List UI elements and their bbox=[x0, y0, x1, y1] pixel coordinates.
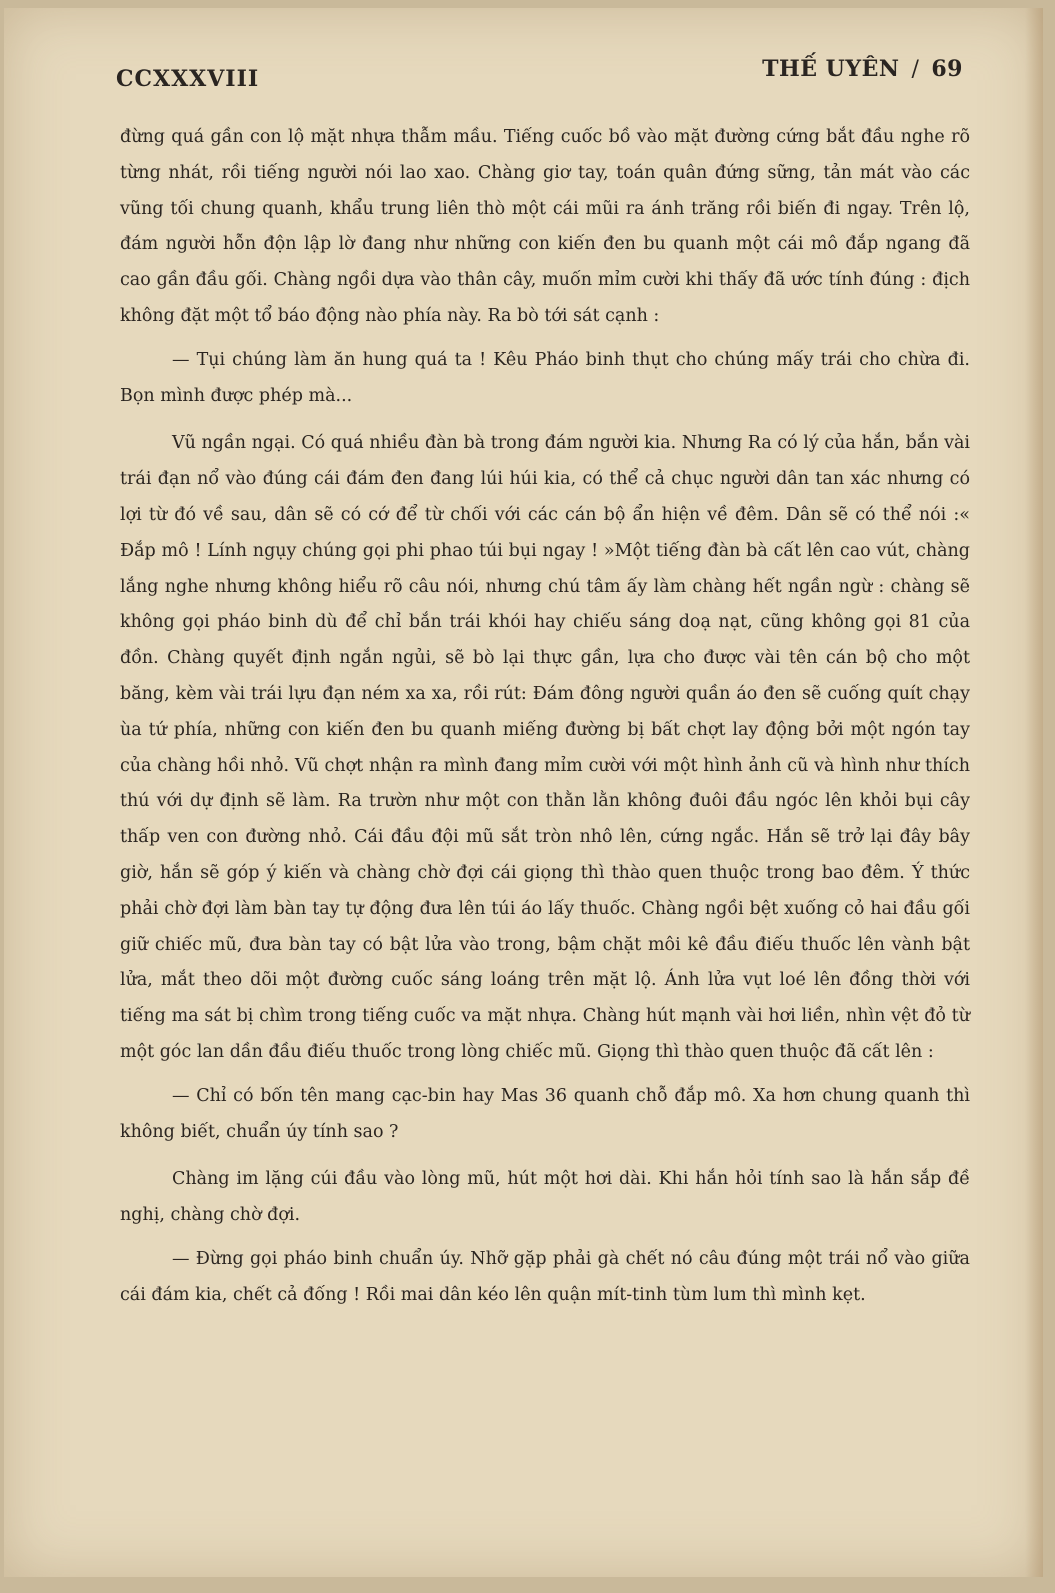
paragraph-1: đừng quá gần con lộ mặt nhựa thẫm mầu. Tiếng cuốc bồ vào mặt đường cứng bắt đầu nghe rõ từng nhát, rồi tiếng người nói lao xao. Chàng giơ tay, toán quân đứng sững, tản mát vào các vũng tối chung quanh, khẩu trung liên thò một cái mũi ra ánh trăng rồi biến đi ngay. Trên lộ, đám người hỗn độn lập lờ đang như những con kiến đen bu quanh một cái mô đắp ngang đã cao gần đầu gối. Chàng ngồi dựa vào thân cây, muốn mỉm cười khi thấy đã ước tính đúng : địch không đặt một tổ báo động nào phía này. Ra bò tới sát cạnh : bbox=[120, 127, 970, 326]
paragraph-3: Vũ ngần ngại. Có quá nhiều đàn bà trong đám người kia. Nhưng Ra có lý của hắn, bắn vài trái đạn nổ vào đúng cái đám đen đang lúi húi kia, có thể cả chục người dân tan xác nhưng có lợi từ đó về sau, dân sẽ có cớ để từ chối với các cán bộ ẩn hiện về đêm. Dân sẽ có thể nói :« Đắp mô ! Lính ngụy chúng gọi phi phao túi bụi ngay ! »Một tiếng đàn bà cất lên cao vút, chàng lắng nghe nhưng không hiểu rõ câu nói, nhưng chú tâm ấy làm chàng hết ngần ngừ : chàng sẽ không gọi pháo binh dù để chỉ bắn trái khói hay chiếu sáng doạ nạt, cũng không gọi 81 của đồn. Chàng quyết định ngắn ngủi, sẽ bò lại thực gần, lựa cho được vài tên cán bộ cho một băng, kèm vài trái lựu đạn ném xa xa, rồi rút: Đám đông người quần áo đen sẽ cuống quít chạy ùa tứ phía, những con kiến đen bu quanh miếng đường bị bất chợt lay động bởi một ngón tay của chàng hồi nhỏ. Vũ chợt nhận ra mình đang mỉm cười với một hình ảnh cũ và hình như thích thú với dự định sẽ làm. Ra trườn như một con thằn lằn không đuôi đầu ngóc lên khỏi bụi cây thấp ven con đường nhỏ. Cái đầu đội mũ sắt tròn nhô lên, cứng ngắc. Hắn sẽ trở lại đây bây giờ, hắn sẽ góp ý kiến và chàng chờ đợi cái giọng thì thào quen thuộc trong bao đêm. Ý thức phải chờ đợi làm bàn tay tự động đưa lên túi áo lấy thuốc. Chàng ngồi bệt xuống cỏ hai đầu gối giữ chiếc mũ, đưa bàn tay có bật lửa vào trong, bậm chặt môi kê đầu điếu thuốc lên vành bật lửa, mắt theo dõi một đường cuốc sáng loáng trên mặt lộ. Ánh lửa vụt loé lên đồng thời với tiếng ma sát bị chìm trong tiếng cuốc va mặt nhựa. Chàng hút mạnh vài hơi liền, nhìn vệt đỏ từ một góc lan dần đầu điếu thuốc trong lòng chiếc mũ. Giọng thì thào quen thuộc đã cất lên : bbox=[120, 433, 970, 1062]
paragraph-5: Chàng im lặng cúi đầu vào lòng mũ, hút một hơi dài. Khi hắn hỏi tính sao là hắn sắp đề nghị, chàng chờ đợi. bbox=[120, 1169, 970, 1226]
paragraph-4-dialogue: — Chỉ có bốn tên mang cạc-bin hay Mas 36 quanh chỗ đắp mô. Xa hơn chung quanh thì không biết, chuẩn úy tính sao ? bbox=[120, 1085, 970, 1142]
page-header bbox=[116, 52, 963, 92]
author-name: THẾ UYÊN bbox=[762, 56, 900, 82]
body-text bbox=[120, 120, 970, 1318]
running-head bbox=[762, 56, 963, 82]
chapter-number: CCXXXVIII bbox=[116, 66, 260, 92]
page-edge-shadow bbox=[1025, 8, 1043, 1577]
paragraph-2-dialogue: — Tụi chúng làm ăn hung quá ta ! Kêu Pháo binh thụt cho chúng mấy trái cho chừa đi. Bọn mình được phép mà... bbox=[120, 349, 970, 406]
header-separator: / bbox=[911, 57, 920, 82]
book-page bbox=[4, 8, 1043, 1577]
paragraph-6-dialogue: — Đừng gọi pháo binh chuẩn úy. Nhỡ gặp phải gà chết nó câu đúng một trái nổ vào giữa cái đám kia, chết cả đống ! Rồi mai dân kéo lên quận mít-tinh tùm lum thì mình kẹt. bbox=[120, 1248, 970, 1305]
page-number: 69 bbox=[931, 56, 963, 82]
